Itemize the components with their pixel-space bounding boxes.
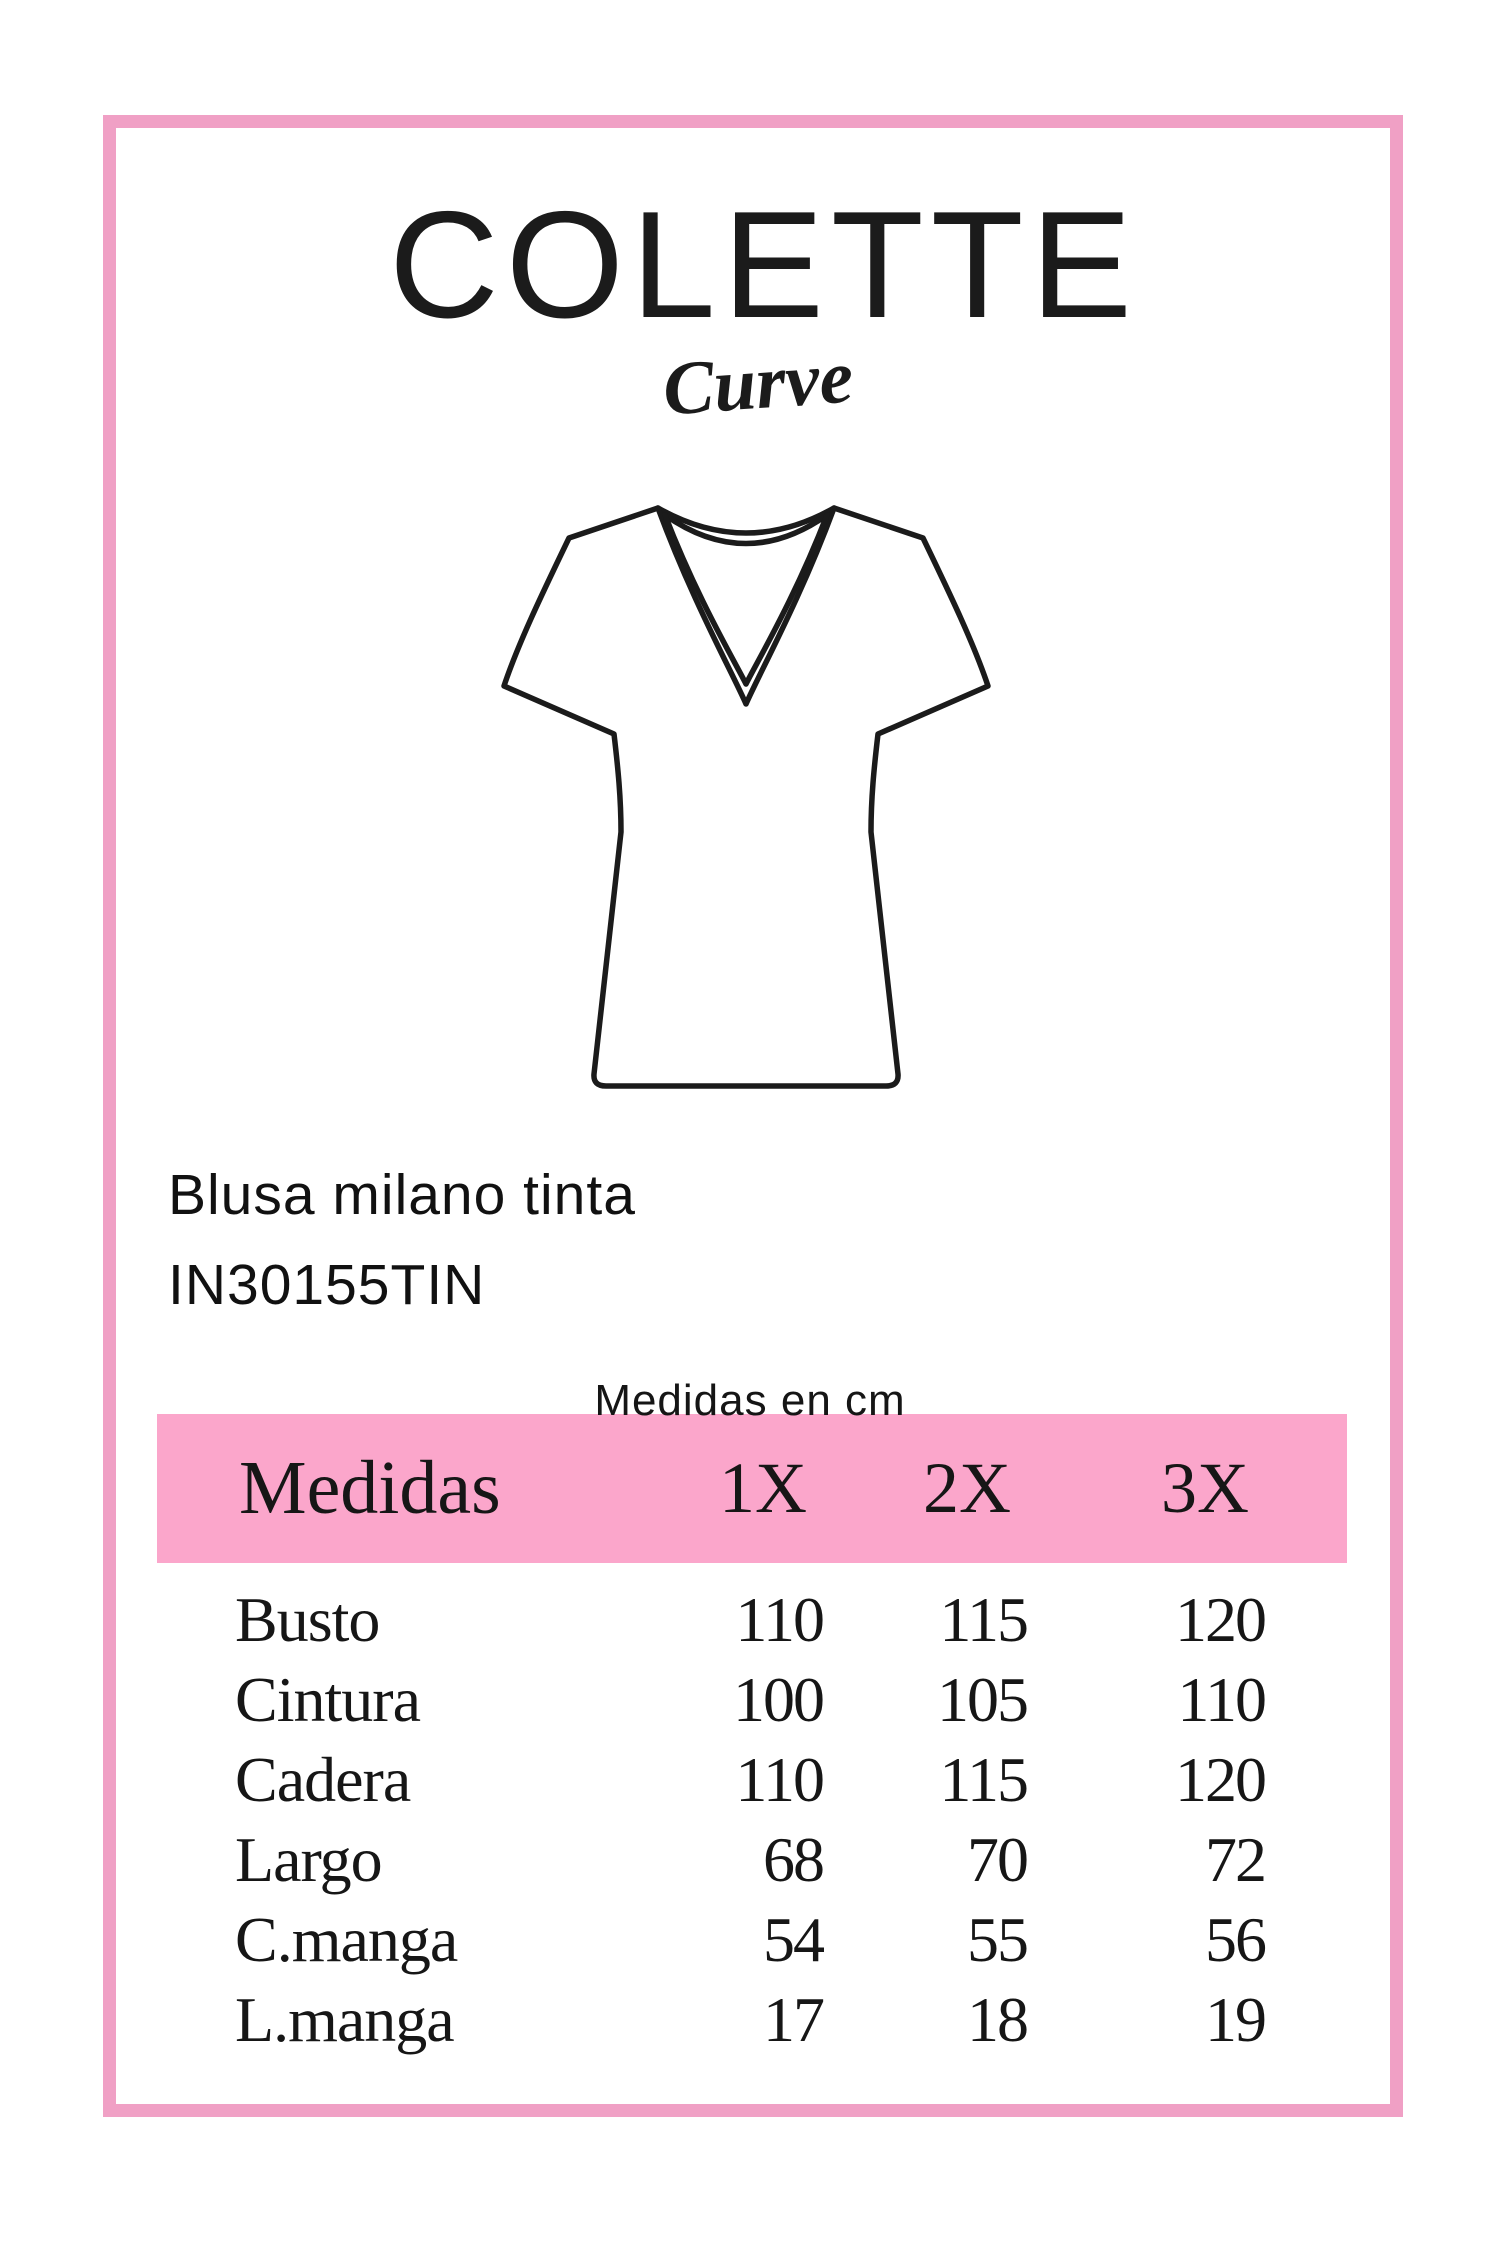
row-value: 72 bbox=[1205, 1824, 1265, 1895]
header-size-1x: 1X bbox=[719, 1448, 807, 1528]
row-value: 100 bbox=[733, 1664, 823, 1735]
row-value: 105 bbox=[937, 1664, 1027, 1735]
row-label: Busto bbox=[235, 1584, 380, 1655]
row-value: 19 bbox=[1205, 1984, 1265, 2055]
row-label: L.manga bbox=[235, 1984, 454, 2055]
row-value: 110 bbox=[1177, 1664, 1265, 1735]
row-value: 70 bbox=[967, 1824, 1027, 1895]
table-row bbox=[157, 1900, 1347, 1980]
row-label: Cintura bbox=[235, 1664, 420, 1735]
size-chart-header-row bbox=[157, 1414, 1347, 1563]
table-row bbox=[157, 1580, 1347, 1660]
row-value: 56 bbox=[1205, 1904, 1265, 1975]
row-value: 115 bbox=[939, 1744, 1027, 1815]
table-row bbox=[157, 1980, 1347, 2060]
row-label: C.manga bbox=[235, 1904, 458, 1975]
brand-sublogo-script: Curve bbox=[660, 334, 856, 432]
row-value: 120 bbox=[1175, 1584, 1265, 1655]
product-name: Blusa milano tinta bbox=[168, 1163, 636, 1227]
row-label: Largo bbox=[235, 1824, 382, 1895]
units-note: Medidas en cm bbox=[594, 1376, 906, 1425]
header-size-2x: 2X bbox=[923, 1448, 1011, 1528]
table-row bbox=[157, 1820, 1347, 1900]
row-value: 68 bbox=[763, 1824, 823, 1895]
row-value: 17 bbox=[763, 1984, 823, 2055]
header-label: Medidas bbox=[239, 1446, 501, 1530]
size-chart-header-band bbox=[157, 1414, 1347, 1563]
product-info bbox=[168, 1150, 636, 1330]
row-value: 115 bbox=[939, 1584, 1027, 1655]
product-code: IN30155TIN bbox=[168, 1253, 486, 1317]
row-label: Cadera bbox=[235, 1744, 411, 1815]
row-value: 120 bbox=[1175, 1744, 1265, 1815]
row-value: 110 bbox=[735, 1584, 823, 1655]
table-row bbox=[157, 1740, 1347, 1820]
row-value: 110 bbox=[735, 1744, 823, 1815]
v-neck-tshirt-icon bbox=[480, 458, 1000, 1108]
row-value: 18 bbox=[967, 1984, 1027, 2055]
header-size-3x: 3X bbox=[1161, 1448, 1249, 1528]
brand-logo: COLETTE bbox=[389, 180, 1139, 350]
table-row bbox=[157, 1660, 1347, 1740]
size-chart-table bbox=[157, 1580, 1347, 2060]
row-value: 55 bbox=[967, 1904, 1027, 1975]
row-value: 54 bbox=[763, 1904, 823, 1975]
